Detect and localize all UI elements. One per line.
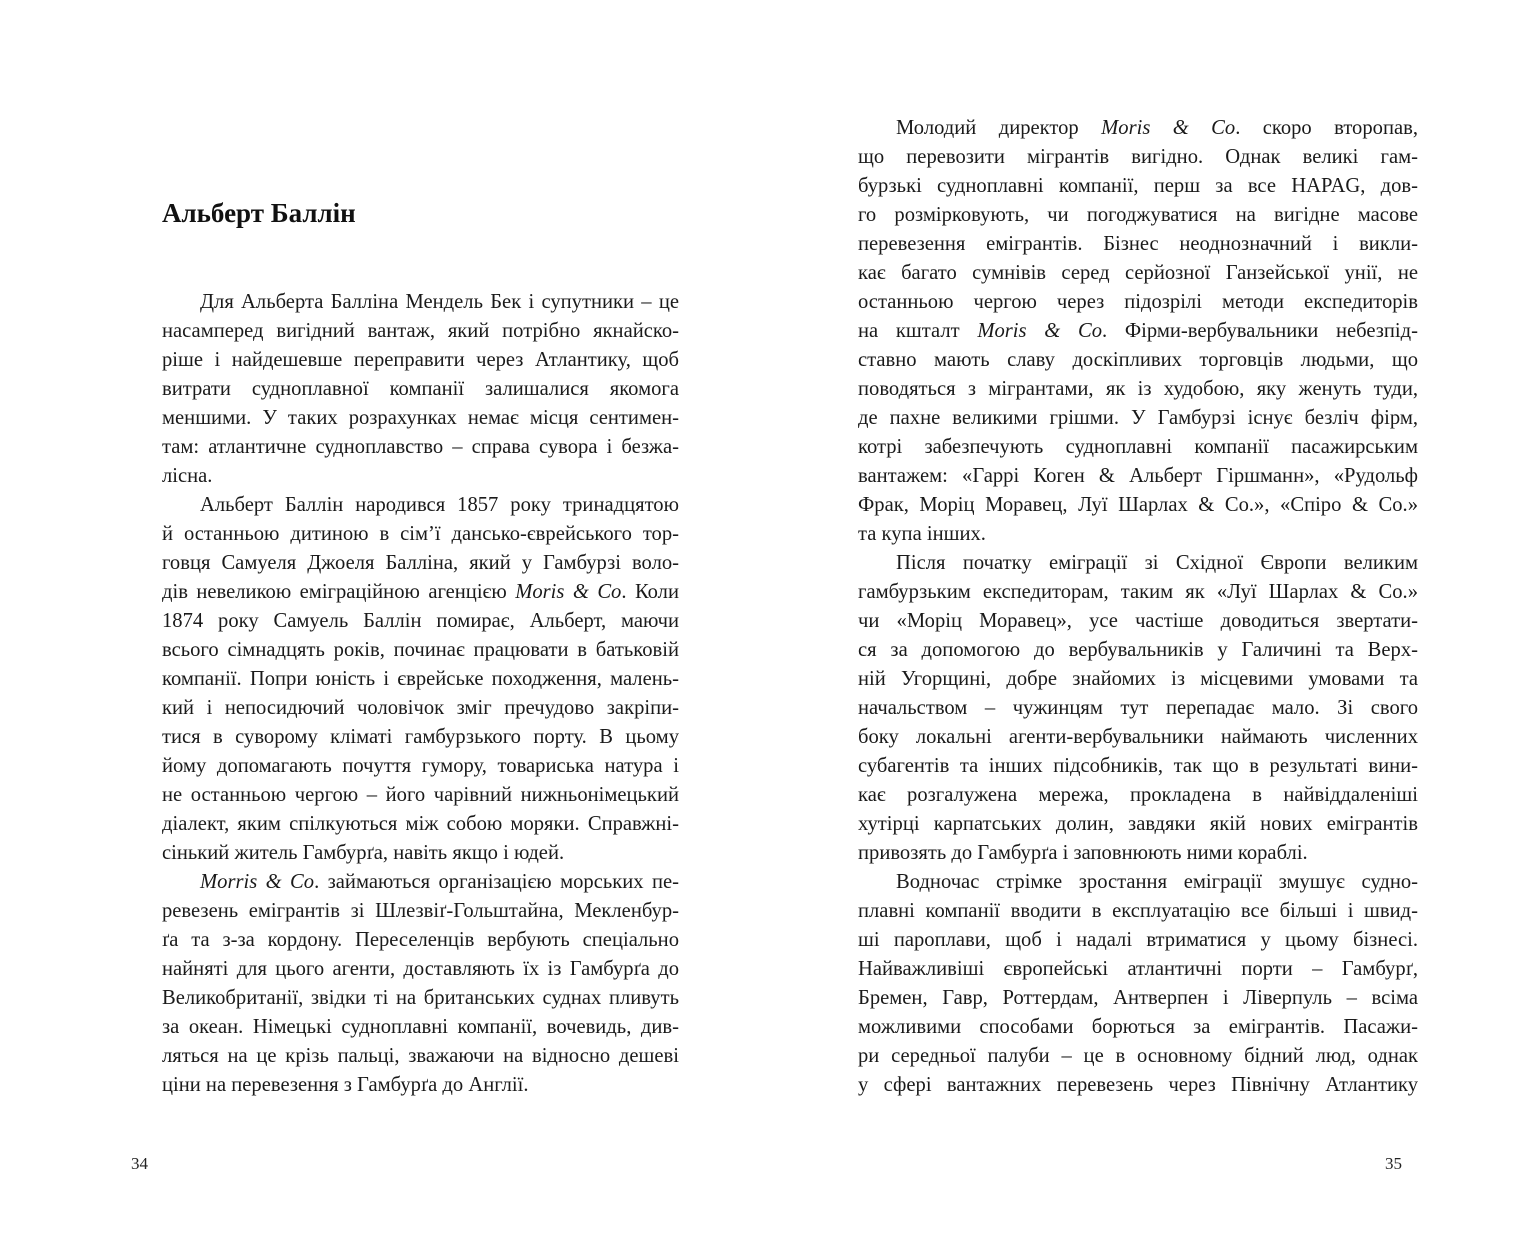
text-line xyxy=(162,636,679,665)
text-run: Бремен, Гавр, Роттердам, Антверпен і Ліверпуль – всіма xyxy=(858,987,1418,1009)
text-run: всього сімнадцять років, починає працювати в батьковій xyxy=(162,639,679,661)
text-run: ші пароплави, щоб і надалі втриматися у цьому бізнесі. xyxy=(858,929,1418,951)
text-line xyxy=(162,375,679,404)
text-run: . скоро второпав, xyxy=(1235,117,1418,139)
page-number-right: 35 xyxy=(1385,1154,1402,1173)
text-run: тися в суворому кліматі гамбурзького порту. В цьому xyxy=(162,726,679,748)
text-line xyxy=(858,491,1418,520)
text-run: кий і непосидючий чоловічок зміг пречудово закріпи- xyxy=(162,697,679,719)
text-run: найняті для цього агенти, доставляють їх із Гамбурґа до xyxy=(162,958,679,980)
text-run: компанії. Попри юність і єврейське походження, малень- xyxy=(162,668,679,690)
text-line xyxy=(162,346,679,375)
text-line xyxy=(162,404,679,433)
text-line xyxy=(162,984,679,1013)
text-line xyxy=(858,404,1418,433)
italic-company-name: Moris & Co xyxy=(515,581,622,603)
text-run: ри середньої палуби – це в основному бідний люд, однак xyxy=(858,1045,1418,1067)
text-line xyxy=(858,549,1418,578)
text-run: останньою чергою через підозрілі методи експедиторів xyxy=(858,291,1418,313)
text-run: у сфері вантажних перевезень через Північну Атлантику xyxy=(858,1074,1418,1096)
text-line xyxy=(858,114,1418,143)
text-line xyxy=(858,1071,1418,1100)
text-run: ставно мають славу доскіпливих торговців людьми, що xyxy=(858,349,1418,371)
text-run: котрі забезпечують судноплавні компанії пасажирським xyxy=(858,436,1418,458)
text-run: плавні компанії вводити в експлуатацію все більші і швид- xyxy=(858,900,1418,922)
text-run: там: атлантичне судноплавство – справа сувора і безжа- xyxy=(162,436,679,458)
text-run: ціни на перевезення з Гамбурґа до Англії. xyxy=(162,1074,529,1096)
text-line xyxy=(162,694,679,723)
text-line xyxy=(858,752,1418,781)
text-line xyxy=(858,694,1418,723)
text-run: Водночас стрімке зростання еміграції змушує судно- xyxy=(896,871,1418,893)
text-line xyxy=(162,810,679,839)
text-run: та купа інших. xyxy=(858,523,986,545)
text-run: кає розгалужена мережа, прокладена в найвіддаленіші xyxy=(858,784,1418,806)
left-page xyxy=(0,0,767,1240)
text-run: го розмірковують, чи погоджуватися на вигідне масове xyxy=(858,204,1418,226)
text-line xyxy=(858,317,1418,346)
text-line xyxy=(162,868,679,897)
text-run: гамбурзьким експедиторам, таким як «Луї Шарлах & Co.» xyxy=(858,581,1418,603)
text-line xyxy=(162,288,679,317)
text-line xyxy=(162,897,679,926)
text-run: ся за допомогою до вербувальників у Галичині та Верх- xyxy=(858,639,1418,661)
text-line xyxy=(162,520,679,549)
text-run: ріше і найдешевше переправити через Атлантику, щоб xyxy=(162,349,679,371)
text-run: діалект, яким спілкуються між собою моряки. Справжні- xyxy=(162,813,679,835)
text-run: Альберт Баллін народився 1857 року тринадцятою xyxy=(200,494,679,516)
text-run: насамперед вигідний вантаж, який потрібно якнайско- xyxy=(162,320,679,342)
text-line xyxy=(858,607,1418,636)
text-run: субагентів та інших підсобників, так що в результаті вини- xyxy=(858,755,1418,777)
text-line xyxy=(858,926,1418,955)
text-line xyxy=(162,723,679,752)
text-line xyxy=(858,520,1418,549)
text-line xyxy=(858,984,1418,1013)
text-line xyxy=(162,549,679,578)
text-run: Найважливіші європейські атлантичні порти – Гамбурґ, xyxy=(858,958,1418,980)
italic-company-name: Morris & Co xyxy=(200,871,315,893)
page-number-left: 34 xyxy=(131,1154,148,1173)
text-run: й останньою дитиною в сім’ї дансько-єврейського тор- xyxy=(162,523,679,545)
right-page-text xyxy=(858,114,1418,1100)
text-run: йому допомагають почуття гумору, товариська натура і xyxy=(162,755,679,777)
text-line xyxy=(162,607,679,636)
text-run: що перевозити мігрантів вигідно. Однак великі гам- xyxy=(858,146,1418,168)
text-run: боку локальні агенти-вербувальники наймають численних xyxy=(858,726,1418,748)
italic-company-name: Moris & Co xyxy=(1101,117,1236,139)
text-line xyxy=(858,897,1418,926)
text-line xyxy=(858,288,1418,317)
text-line xyxy=(162,781,679,810)
text-line xyxy=(858,955,1418,984)
text-line xyxy=(858,346,1418,375)
left-page-text xyxy=(162,288,679,1100)
text-line xyxy=(858,172,1418,201)
text-run: дів невеликою еміграційною агенцією xyxy=(162,581,516,603)
text-run: на кшталт xyxy=(858,320,978,342)
text-line xyxy=(858,143,1418,172)
text-line xyxy=(162,926,679,955)
text-line xyxy=(858,723,1418,752)
text-run: ляться на це крізь пальці, зважаючи на відносно дешеві xyxy=(162,1045,679,1067)
text-line xyxy=(858,230,1418,259)
text-line xyxy=(858,201,1418,230)
text-line xyxy=(858,665,1418,694)
text-line xyxy=(858,462,1418,491)
chapter-title: Альберт Баллін xyxy=(162,198,356,228)
text-run: Молодий директор xyxy=(896,117,1102,139)
text-run: не останньою чергою – його чарівний нижньонімецький xyxy=(162,784,679,806)
text-line xyxy=(162,1042,679,1071)
text-line xyxy=(858,810,1418,839)
text-run: де пахне великими грішми. У Гамбурзі існує безліч фірм, xyxy=(858,407,1418,429)
text-line xyxy=(858,1013,1418,1042)
text-run: 1874 року Самуель Баллін помирає, Альберт, маючи xyxy=(162,610,679,632)
text-run: за океан. Німецькі судноплавні компанії, вочевидь, див- xyxy=(162,1016,679,1038)
text-line xyxy=(858,578,1418,607)
text-line xyxy=(858,433,1418,462)
text-line xyxy=(162,955,679,984)
text-run: витрати судноплавної компанії залишалися якомога xyxy=(162,378,679,400)
text-line xyxy=(858,781,1418,810)
text-run: сінький житель Гамбурґа, навіть якщо і юдей. xyxy=(162,842,565,864)
text-line xyxy=(162,578,679,607)
text-run: кає багато сумнівів серед серйозної Ганзейської унії, не xyxy=(858,262,1418,284)
text-run: говця Самуеля Джоеля Балліна, який у Гамбурзі воло- xyxy=(162,552,679,574)
text-line xyxy=(162,1071,679,1100)
text-run: ній Угорщині, добре знайомих із місцевими умовами та xyxy=(858,668,1418,690)
text-run: бурзькі судноплавні компанії, перш за все HAPAG, дов- xyxy=(858,175,1418,197)
text-run: хутірці карпатських долин, завдяки якій нових емігрантів xyxy=(858,813,1418,835)
text-run: ґа та з-за кордону. Переселенців вербують спеціально xyxy=(162,929,679,951)
text-line xyxy=(162,433,679,462)
text-run: лісна. xyxy=(162,465,213,487)
text-line xyxy=(162,665,679,694)
text-run: ревезень емігрантів зі Шлезвіґ-Гольштайна, Мекленбур- xyxy=(162,900,679,922)
text-run: привозять до Гамбурґа і заповнюють ними кораблі. xyxy=(858,842,1308,864)
italic-company-name: Moris & Co xyxy=(977,320,1102,342)
text-run: поводяться з мігрантами, як із худобою, яку женуть туди, xyxy=(858,378,1418,400)
text-line xyxy=(858,868,1418,897)
text-run: Після початку еміграції зі Східної Європи великим xyxy=(896,552,1418,574)
text-run: Фрак, Моріц Моравец, Луї Шарлах & Co.», «Спіро & Co.» xyxy=(858,494,1418,516)
text-run: можливими способами борються за емігрантів. Пасажи- xyxy=(858,1016,1418,1038)
text-line xyxy=(162,1013,679,1042)
text-run: перевезення емігрантів. Бізнес неоднозначний і викли- xyxy=(858,233,1418,255)
right-page xyxy=(768,0,1535,1240)
text-line xyxy=(162,839,679,868)
text-line xyxy=(858,636,1418,665)
text-run: Великобританії, звідки ті на британських суднах пливуть xyxy=(162,987,679,1009)
text-line xyxy=(162,317,679,346)
text-run: . Фірми-вербувальники небезпід- xyxy=(1102,320,1418,342)
text-run: . займаються організацією морських пе- xyxy=(314,871,679,893)
text-run: чи «Моріц Моравец», усе частіше доводиться звертати- xyxy=(858,610,1418,632)
text-line xyxy=(858,259,1418,288)
text-line xyxy=(162,491,679,520)
text-run: начальством – чужинцям тут перепадає мало. Зі свого xyxy=(858,697,1418,719)
text-run: вантажем: «Гаррі Коген & Альберт Гіршманн», «Рудольф xyxy=(858,465,1418,487)
text-run: Для Альберта Балліна Мендель Бек і супутники – це xyxy=(200,291,679,313)
text-line xyxy=(162,462,679,491)
text-line xyxy=(162,752,679,781)
text-line xyxy=(858,839,1418,868)
text-line xyxy=(858,375,1418,404)
text-line xyxy=(858,1042,1418,1071)
text-run: меншими. У таких розрахунках немає місця сентимен- xyxy=(162,407,679,429)
text-run: . Коли xyxy=(621,581,679,603)
